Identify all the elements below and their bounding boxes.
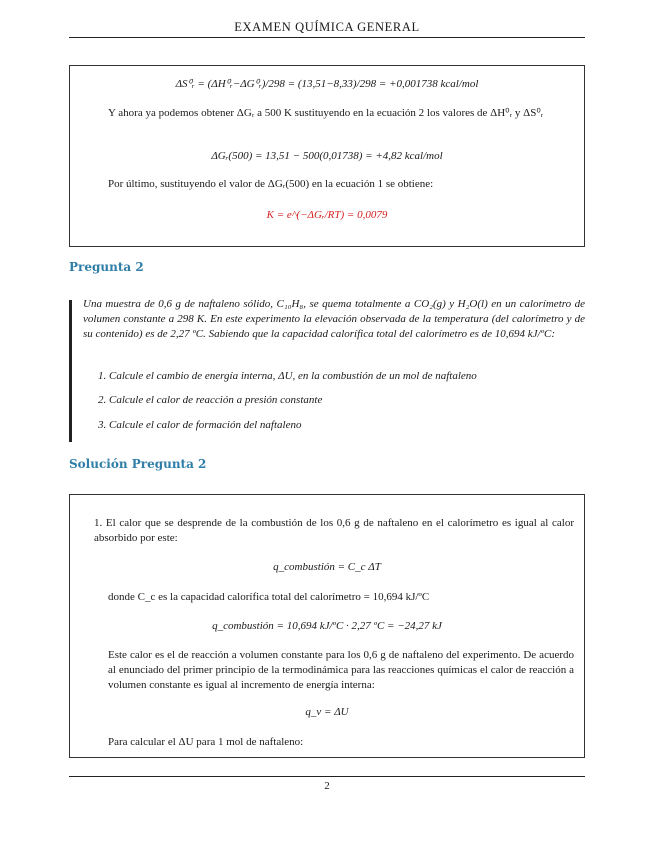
- solution-paragraph-4: Para calcular el ΔU para 1 mol de naftaleno:: [108, 736, 304, 748]
- quote-bar: [69, 300, 72, 442]
- equilibrium-constant-result: K = e^(−ΔGᵣ/RT) = 0,0079: [266, 209, 388, 221]
- question-statement: Una muestra de 0,6 g de naftaleno sólido, C₁₀H₈, se quema totalmente a CO₂(g) y H₂O(l) en un calorímetro de volumen constante a 298 K. En este experimento la elevación observada de la temperatura (del calorímetro y de su contenido) es de 2,27 ºC. Sabiendo que la capacidad calorífica total del calorímetro es de 10,694 kJ/ºC:: [83, 298, 585, 340]
- gibbs-equation: ΔGᵣ(500) = 13,51 − 500(0,01738) = +4,82 kcal/mol: [211, 150, 443, 162]
- solution-paragraph-2: donde C_c es la capacidad calorífica total del calorímetro = 10,694 kJ/ºC: [108, 591, 430, 603]
- solution-box: [69, 494, 585, 758]
- question-heading: Pregunta 2: [69, 260, 144, 274]
- header-rule: [69, 37, 585, 38]
- solution-heading: Solución Pregunta 2: [69, 457, 207, 471]
- question-item-3: 3. Calcule el calor de formación del naftaleno: [98, 419, 302, 431]
- qv-equation: q_v = ΔU: [305, 706, 349, 718]
- question-item-1: 1. Calcule el cambio de energía interna, ΔU, en la combustión de un mol de naftaleno: [98, 370, 477, 382]
- page-header-title: EXAMEN QUÍMICA GENERAL: [234, 20, 420, 34]
- entropy-equation: ΔS⁰ᵣ = (ΔH⁰ᵣ−ΔG⁰ᵣ)/298 = (13,51−8,33)/298 = +0,001738 kcal/mol: [175, 78, 479, 90]
- page-number: 2: [324, 780, 330, 792]
- combustion-heat-equation: q_combustión = C_c ΔT: [273, 561, 381, 573]
- solution-box-continued: [69, 65, 585, 247]
- paragraph-obtain-dg: Y ahora ya podemos obtener ΔGᵣ a 500 K sustituyendo en la ecuación 2 los valores de ΔH⁰ᵣ y ΔS⁰ᵣ: [108, 107, 544, 119]
- combustion-heat-value: q_combustión = 10,694 kJ/ºC · 2,27 ºC = −24,27 kJ: [212, 620, 442, 632]
- solution-paragraph-1: 1. El calor que se desprende de la combustión de los 0,6 g de naftaleno en el calorímetro es igual al calor absorbido por este:: [94, 517, 574, 544]
- footer-rule: [69, 776, 585, 777]
- solution-paragraph-3: Este calor es el de reacción a volumen constante para los 0,6 g de naftaleno del experimento. De acuerdo al enunciado del primer principio de la termodinámica para las reacciones químicas el calor de reacción a volumen constante es igual al incremento de energía interna:: [108, 649, 574, 691]
- paragraph-substitute: Por último, sustituyendo el valor de ΔGᵣ(500) en la ecuación 1 se obtiene:: [108, 178, 434, 190]
- question-item-2: 2. Calcule el calor de reacción a presión constante: [98, 394, 323, 406]
